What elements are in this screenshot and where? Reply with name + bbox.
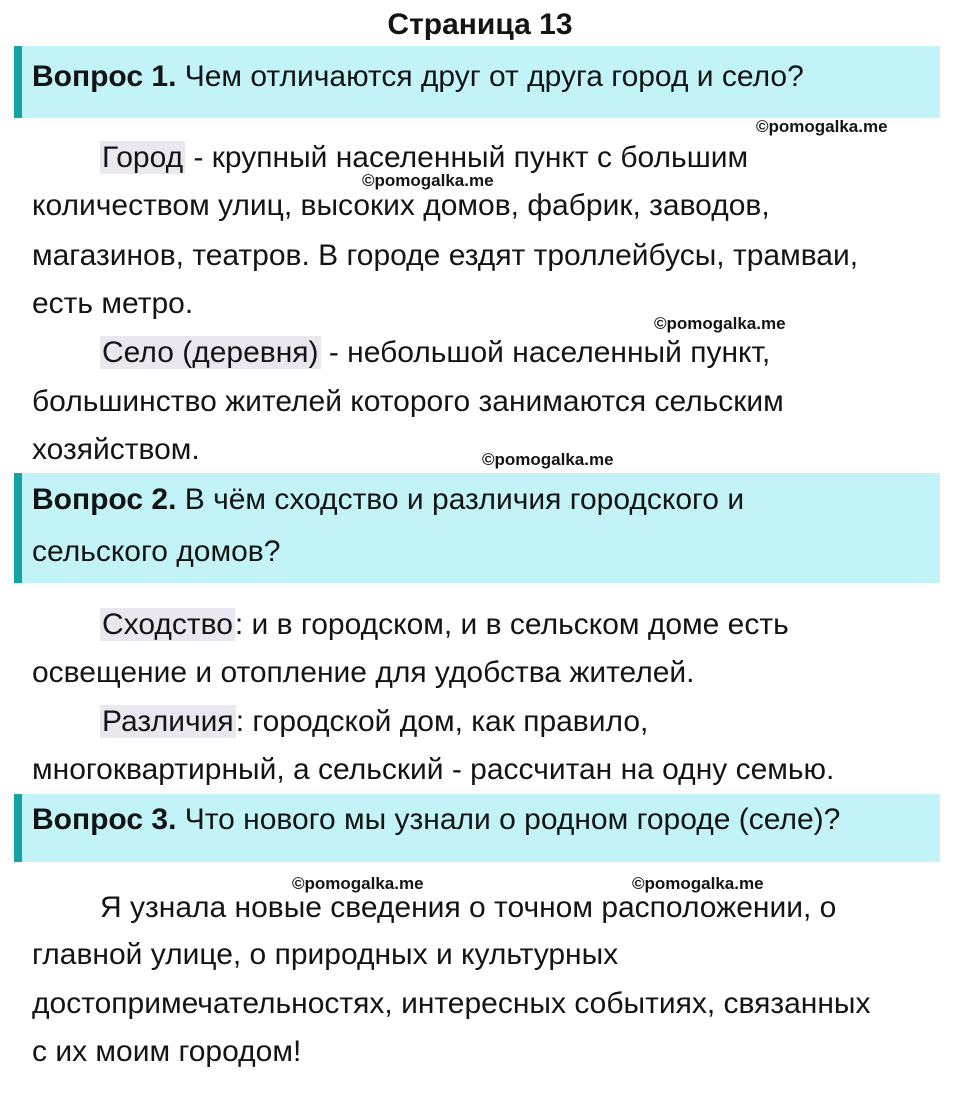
answer-2-line	[100, 702, 648, 742]
answer-text: : и в городском, и в сельском доме есть	[234, 608, 789, 641]
answer-2-line	[100, 605, 789, 645]
watermark: ©pomogalka.me	[292, 874, 424, 893]
answer-text: - небольшой населенный пункт,	[320, 336, 771, 369]
answer-2-line: многоквартирный, а сельский - рассчитан на одну семью.	[32, 753, 835, 786]
question-3-label: Вопрос 3.	[32, 803, 177, 836]
question-2-body: В чём сходство и различия городского и	[184, 483, 745, 516]
answer-3-line: главной улице, о природных и культурных	[32, 938, 619, 971]
answer-3-line: Я узнала новые сведения о точном расположении, о	[100, 891, 837, 924]
question-3-text	[32, 794, 940, 846]
watermark: ©pomogalka.me	[362, 171, 494, 190]
term-similarity: Сходство	[102, 608, 233, 641]
watermark: ©pomogalka.me	[632, 874, 764, 893]
page-title: Страница 13	[387, 8, 573, 41]
answer-1-line: магазинов, театров. В городе ездят троллейбусы, трамваи,	[32, 239, 859, 272]
answer-1-line: большинство жителей которого занимаются сельским	[32, 385, 784, 418]
question-1-box	[14, 46, 940, 118]
term-city: Город	[102, 141, 184, 174]
question-2-body: сельского домов?	[32, 535, 281, 568]
question-2-label: Вопрос 2.	[32, 483, 177, 516]
watermark: ©pomogalka.me	[756, 117, 888, 136]
answer-text: : городской дом, как правило,	[235, 705, 649, 738]
answer-1-line: хозяйством.	[32, 433, 200, 466]
answer-3-line: достопримечательностях, интересных событиях, связанных	[32, 987, 871, 1020]
watermark: ©pomogalka.me	[482, 450, 614, 469]
question-1-label: Вопрос 1.	[32, 60, 177, 93]
term-village: Село (деревня)	[102, 336, 319, 369]
answer-text: - крупный населенный пункт с большим	[185, 141, 749, 174]
question-2-text	[32, 474, 940, 578]
watermark: ©pomogalka.me	[654, 314, 786, 333]
question-3-body: Что нового мы узнали о родном городе (селе)?	[184, 803, 841, 836]
answer-2-line: освещение и отопление для удобства жителей.	[32, 656, 695, 689]
question-1-text	[32, 51, 940, 103]
answer-1-line: есть метро.	[32, 287, 194, 320]
answer-1-line	[100, 333, 770, 373]
answer-3-line: с их моим городом!	[32, 1035, 302, 1068]
question-1-body: Чем отличаются друг от друга город и село?	[184, 60, 804, 93]
question-2-box	[14, 473, 940, 583]
question-3-box	[14, 794, 940, 862]
term-differences: Различия	[102, 705, 234, 738]
answer-1-line: количеством улиц, высоких домов, фабрик, заводов,	[32, 189, 770, 222]
